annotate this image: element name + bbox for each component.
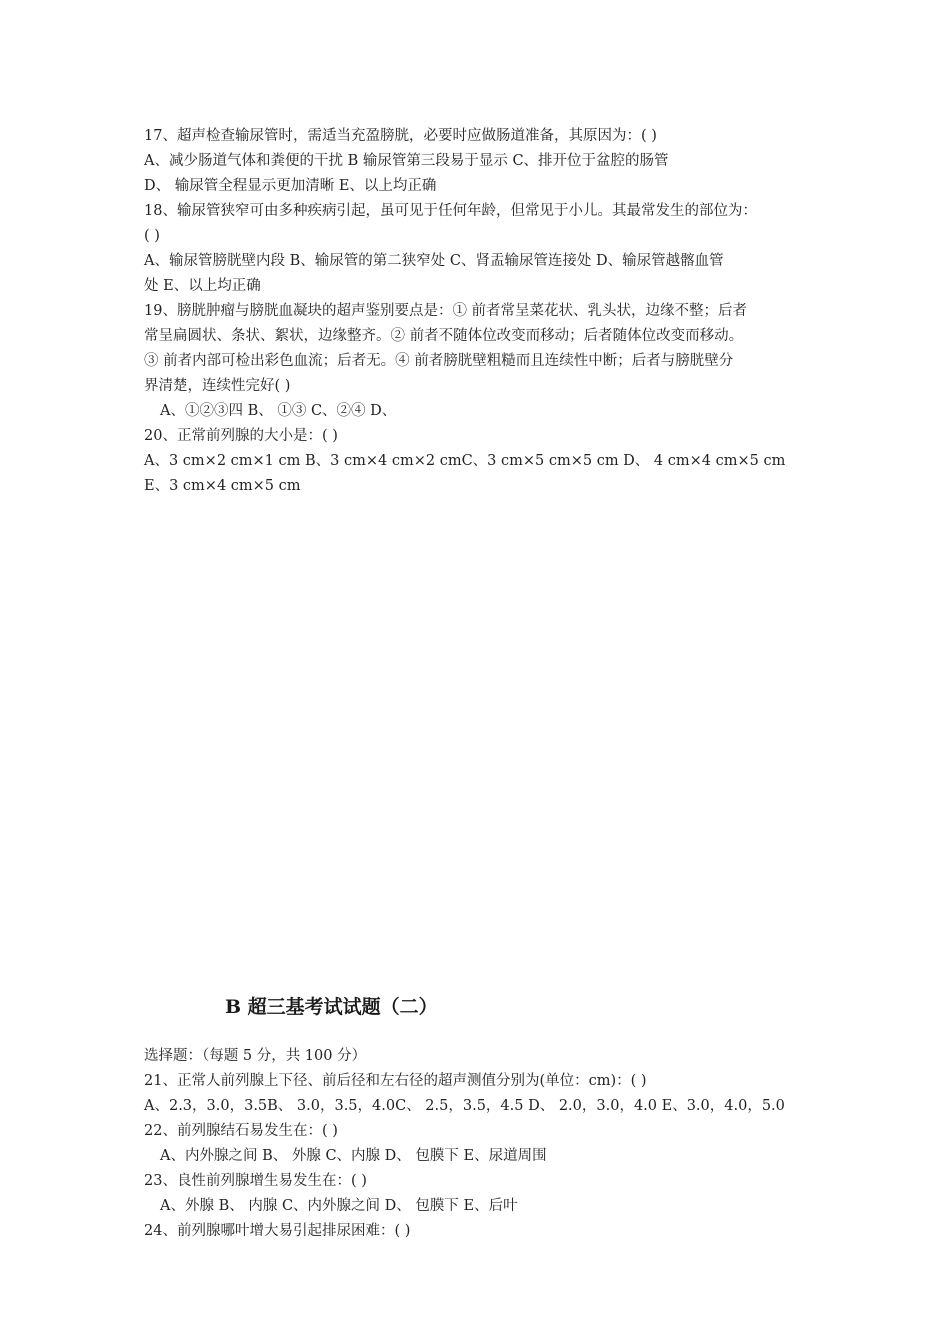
question-24: 24、前列腺哪叶增大易引起排尿困难：( ) <box>144 1223 411 1239</box>
question-19-options: A、①②③四 B、 ①③ C、②④ D、 <box>160 403 397 419</box>
exam-title: B 超三基考试试题（二） <box>225 996 438 1018</box>
question-20: 20、正常前列腺的大小是：( ) <box>144 428 338 444</box>
question-18-options-cont: 处 E、以上均正确 <box>144 278 261 294</box>
question-23-options: A、外腺 B、 内腺 C、内外腺之间 D、 包膜下 E、后叶 <box>160 1198 518 1214</box>
question-18-blank: ( ) <box>144 228 160 244</box>
question-17-options-d-e: D、 输尿管全程显示更加清晰 E、以上均正确 <box>144 178 437 194</box>
question-19-line-1: 19、膀胱肿瘤与膀胱血凝块的超声鉴别要点是：① 前者常呈菜花状、乳头状，边缘不整；后者 <box>144 303 748 319</box>
question-19-line-3: ③ 前者内部可检出彩色血流；后者无。④ 前者膀胱壁粗糙而且连续性中断；后者与膀胱壁分 <box>144 353 734 369</box>
section-instructions: 选择题：（每题 5 分，共 100 分） <box>144 1048 367 1064</box>
question-18: 18、输尿管狭窄可由多种疾病引起，虽可见于任何年龄，但常见于小儿。其最常发生的部位为： <box>144 203 757 219</box>
questions-21-24 <box>144 1044 814 1244</box>
question-18-options: A、输尿管膀胱壁内段 B、输尿管的第二狭窄处 C、肾盂输尿管连接处 D、输尿管越髂血管 <box>144 253 724 269</box>
question-23: 23、良性前列腺增生易发生在：( ) <box>144 1173 367 1189</box>
question-20-options-a-d: A、3 cm×2 cm×1 cm B、3 cm×4 cm×2 cmC、3 cm×5 cm×5 cm D、 4 cm×4 cm×5 cm <box>144 453 786 469</box>
question-21: 21、正常人前列腺上下径、前后径和左右径的超声测值分别为(单位：cm)：( ) <box>144 1073 647 1089</box>
question-17-options-a-c: A、减少肠道气体和粪便的干扰 B 输尿管第三段易于显示 C、排开位于盆腔的肠管 <box>144 153 669 169</box>
question-19-line-2: 常呈扁圆状、条状、絮状，边缘整齐。② 前者不随体位改变而移动；后者随体位改变而移动。 <box>144 328 744 344</box>
question-20-option-e: E、3 cm×4 cm×5 cm <box>144 478 301 494</box>
question-19-line-4: 界清楚，连续性完好( ) <box>144 378 291 394</box>
question-21-options: A、2.3，3.0，3.5B、 3.0，3.5，4.0C、 2.5，3.5，4.5 D、 2.0，3.0，4.0 E、3.0，4.0，5.0 <box>144 1098 785 1114</box>
question-22: 22、前列腺结石易发生在：( ) <box>144 1123 338 1139</box>
question-22-options: A、内外腺之间 B、 外腺 C、内腺 D、 包膜下 E、尿道周围 <box>160 1148 547 1164</box>
question-17: 17、超声检查输尿管时，需适当充盈膀胱，必要时应做肠道准备，其原因为：( ) <box>144 128 657 144</box>
questions-17-20 <box>144 124 814 499</box>
